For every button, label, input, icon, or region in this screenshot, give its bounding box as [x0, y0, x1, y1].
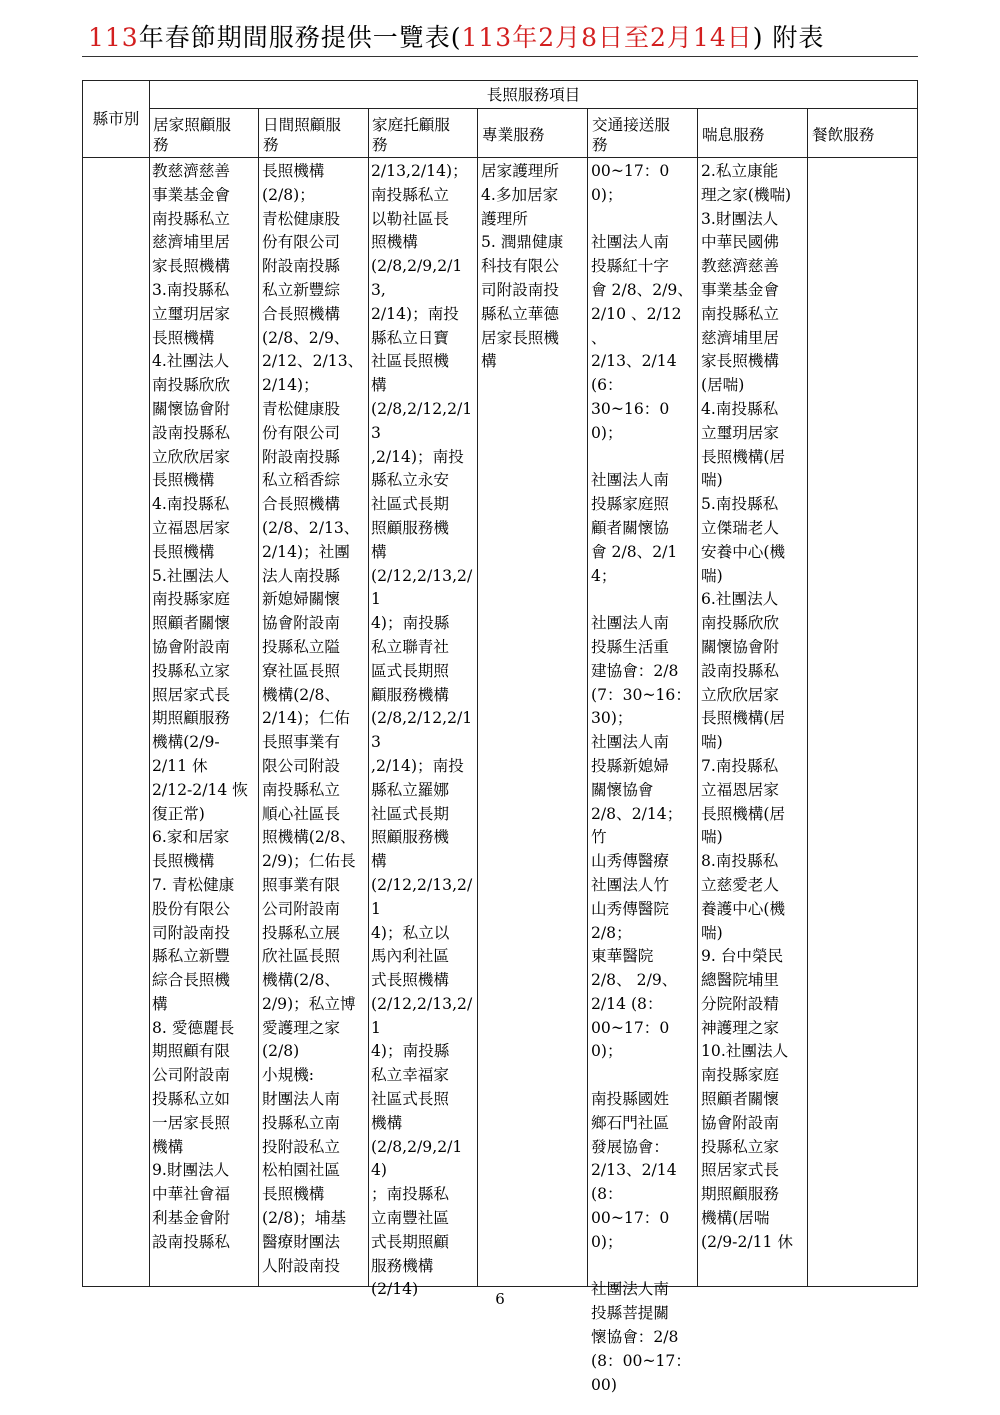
group-header — [150, 85, 917, 105]
header-family-care: 家庭托顧服 務 — [372, 116, 450, 154]
header-day-care: 日間照顧服 務 — [263, 116, 341, 154]
divider-v — [807, 108, 808, 1286]
county-header-label: 縣市別 — [92, 110, 140, 128]
page-number: 6 — [495, 1290, 505, 1308]
group-header-label: 長照服務項目 — [486, 86, 581, 104]
header-home-care: 居家照顧服 務 — [153, 116, 231, 154]
cell-respite: 2.私立康能 理之家(機喘) 3.財團法人 中華民國佛 教慈濟慈善 事業基金會 南投縣私立 慈濟埔里居 家長照機構 (居喘) 4.南投縣私 立璽玥居家 長照機構(居 喘) 5.南投縣私 立傑瑞老人 安養中心(機 喘) 6.社團法人 南投縣欣欣 關懷協會附 設南投縣私 立欣欣居家 長照機構(居 喘) 7.南投縣私 立福恩居家 長照機構(居 喘) 8.南投縣私 立慈愛老人 養護中心(機 喘) 9. 台中榮民 總醫院埔里 分院附設精 神護理之家 10.社團法人 南投縣家庭 照顧者關懷 協會附設南 投縣私立家 照居家式長 期照顧服務 機構(居喘 (2/9-2/11 休 — [701, 162, 794, 1251]
cell-home-care: 教慈濟慈善 事業基金會 南投縣私立 慈濟埔里居 家長照機構 3.南投縣私 立璽玥居家 長照機構 4.社團法人 南投縣欣欣 關懷協會附 設南投縣私 立欣欣居家 長照機構 4.南投縣私 立福恩居家 長照機構 5.社團法人 南投縣家庭 照顧者關懷 協會附設南 投縣私立家 照居家式長 期照顧服務 機構(2/9- 2/11 休 2/12-2/14 恢 復正常) 6.家和居家 長照機構 7. 青松健康 股份有限公 司附設南投 縣私立新豐 綜合長照機 構 8. 愛德麗長 期照顧有限 公司附設南 投縣私立如 一居家長照 機構 9.財團法人 中華社會福 利基金會附 設南投縣私 — [152, 162, 248, 1251]
divider-v — [368, 108, 369, 1286]
divider-v — [697, 108, 698, 1286]
divider-v — [149, 81, 150, 1286]
header-transport: 交通接送服 務 — [592, 116, 670, 154]
cell-professional: 居家護理所 4.多加居家 護理所 5. 潤鼎健康 科技有限公 司附設南投 縣私立華德 居家長照機 構 — [481, 162, 564, 371]
title-date-range: 113年2月8日至2月14日 — [461, 23, 753, 52]
title-underline — [82, 56, 918, 57]
cell-family-care: 2/13,2/14)； 南投縣私立 以勒社區長 照機構 (2/8,2/9,2/13, 2/14)；南投 縣私立日寶 社區長照機 構 (2/8,2/12,2/13 ,2/14)；南投 縣私立永安 社區式長期 照顧服務機 構 (2/12,2/13,2/1 4)；南投縣 私立聯青社 區式長期照 顧服務機構 (2/8,2/12,2/13 ,2/14)；南投 縣私立羅娜 社區式長期 照顧服務機 構 (2/12,2/13,2/1 4)；私立以 馬內利社區 式長照機構 (2/12,2/13,2/1 4)；南投縣 私立幸福家 社區式長照 機構 (2/8,2/9,2/14) ；南投縣私 立南豐社區 式長期照顧 服務機構 (2/14) — [371, 162, 473, 1299]
county-header — [83, 109, 149, 129]
title-text: 年春節期間服務提供一覽表( — [138, 23, 462, 52]
title-year: 113 — [88, 23, 139, 52]
divider-v — [258, 108, 259, 1286]
header-professional: 專業服務 — [482, 126, 545, 144]
cell-day-care: 長照機構 (2/8)； 青松健康股 份有限公司 附設南投縣 私立新豐綜 合長照機構 (2/8、2/9、 2/12、2/13、 2/14)； 青松健康股 份有限公司 附設南投縣 私立稻香綜 合長照機構 (2/8、2/13、 2/14)；社團 法人南投縣 新媳婦關懷 協會附設南 投縣私立隘 寮社區長照 機構(2/8、 2/14)；仁佑 長照事業有 限公司附設 南投縣私立 順心社區長 照機構(2/8、 2/9)；仁佑長 照事業有限 公司附設南 投縣私立展 欣社區長照 機構(2/8、 2/9)；私立博 愛護理之家 (2/8) 小規機: 財團法人南 投縣私立南 投附設私立 松柏園社區 長照機構 (2/8)；埔基 醫療財團法 人附設南投 — [262, 162, 364, 1275]
divider-h — [83, 157, 917, 158]
cell-transport: 00~17：00)； 社團法人南 投縣紅十字 會 2/8、2/9、 2/10 、2/12 、 2/13、2/14(6： 30~16：00)； 社團法人南 投縣家庭照 顧者關懷協 會 2/8、2/14； 社團法人南 投縣生活重 建協會：2/8 (7：30~16： 30)； 社團法人南 投縣新媳婦 關懷協會 2/8、2/14；竹 山秀傳醫療 社團法人竹 山秀傳醫院 2/8； 東華醫院 2/8、 2/9、 2/14 (8： 00~17：00)； 南投縣國姓 鄉石門社區 發展協會： 2/13、2/14(8： 00~17：00)； 社團法人南 投縣菩提關 懷協會：2/8 (8：00~17： 00) — [591, 162, 693, 1394]
divider-v — [477, 108, 478, 1286]
header-meals: 餐飲服務 — [812, 126, 875, 144]
header-respite: 喘息服務 — [702, 126, 765, 144]
title-suffix: ) 附表 — [752, 23, 825, 52]
service-table — [82, 80, 918, 1394]
page-title — [88, 18, 928, 54]
divider-v — [587, 108, 588, 1286]
divider-h — [149, 108, 917, 109]
